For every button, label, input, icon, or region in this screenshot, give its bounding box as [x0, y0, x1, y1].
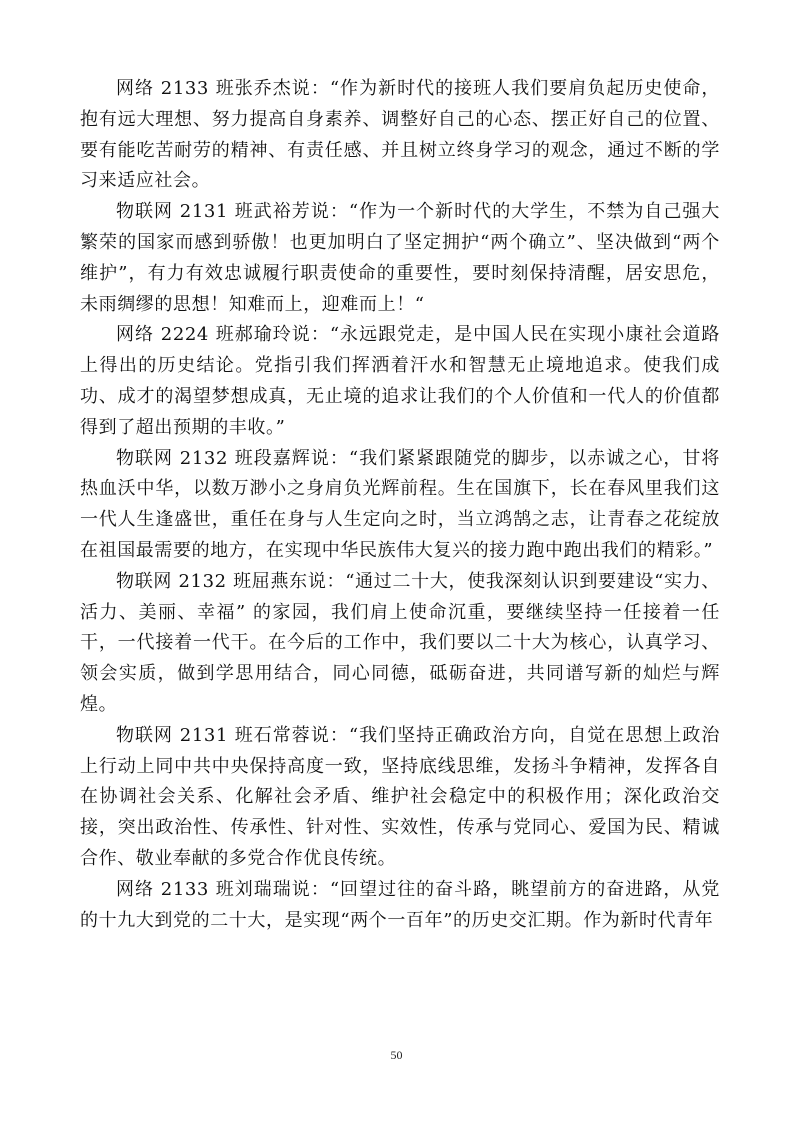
paragraph-hao-yuling: 网络 2224 班郝瑜玲说：“永远跟党走，是中国人民在实现小康社会道路上得出的历史结论。党指引我们挥洒着汗水和智慧无止境地追求。使我们成功、成才的渴望梦想成真，无止境的追求让我们的个人价值和一代人的价值都得到了超出预期的丰收。” — [80, 324, 720, 438]
paragraph-qu-yandong: 物联网 2132 班屈燕东说：“通过二十大，使我深刻认识到要建设“实力、活力、美丽、幸福” 的家园，我们肩上使命沉重，要继续坚持一任接着一任干，一代接着一代干。在今后的工作中，我们要以二十大为核心，认真学习、领会实质，做到学思用结合，同心同德，砥砺奋进，共同谱写新的灿烂与辉煌。 — [80, 570, 720, 715]
page-number: 50 — [390, 1048, 403, 1062]
paragraph-zhang-qiaojie: 网络 2133 班张乔杰说：“作为新时代的接班人我们要肩负起历史使命，抱有远大理想、努力提高自身素养、调整好自己的心态、摆正好自己的位置、要有能吃苦耐劳的精神、有责任感、并且树立终身学习的观念，通过不断的学习来适应社会。 — [80, 78, 720, 192]
paragraph-liu-ruirui: 网络 2133 班刘瑞瑞说：“回望过往的奋斗路，眺望前方的奋进路，从党的十九大到党的二十大，是实现“两个一百年”的历史交汇期。作为新时代青年 — [80, 878, 720, 931]
body-text — [80, 74, 720, 936]
paragraph-shi-changrong: 物联网 2131 班石常蓉说：“我们坚持正确政治方向，自觉在思想上政治上行动上同中共中央保持高度一致，坚持底线思维，发扬斗争精神，发挥各自在协调社会关系、化解社会矛盾、维护社会稳定中的积极作用；深化政治交接，突出政治性、传承性、针对性、实效性，传承与党同心、爱国为民、精诚合作、敬业奉献的多党合作优良传统。 — [80, 724, 720, 869]
paragraph-wu-yufang: 物联网 2131 班武裕芳说：“作为一个新时代的大学生，不禁为自己强大繁荣的国家而感到骄傲！也更加明白了坚定拥护“两个确立”、坚决做到“两个维护”，有力有效忠诚履行职责使命的重要性，要时刻保持清醒，居安思危，未雨绸缪的思想！知难而上，迎难而上！“ — [80, 201, 720, 315]
paragraph-duan-jiahui: 物联网 2132 班段嘉辉说：“我们紧紧跟随党的脚步，以赤诚之心，甘将热血沃中华，以数万渺小之身肩负光辉前程。生在国旗下，长在春风里我们这一代人生逢盛世，重任在身与人生定向之时，当立鸿鹄之志，让青春之花绽放在祖国最需要的地方，在实现中华民族伟大复兴的接力跑中跑出我们的精彩。” — [80, 447, 720, 561]
